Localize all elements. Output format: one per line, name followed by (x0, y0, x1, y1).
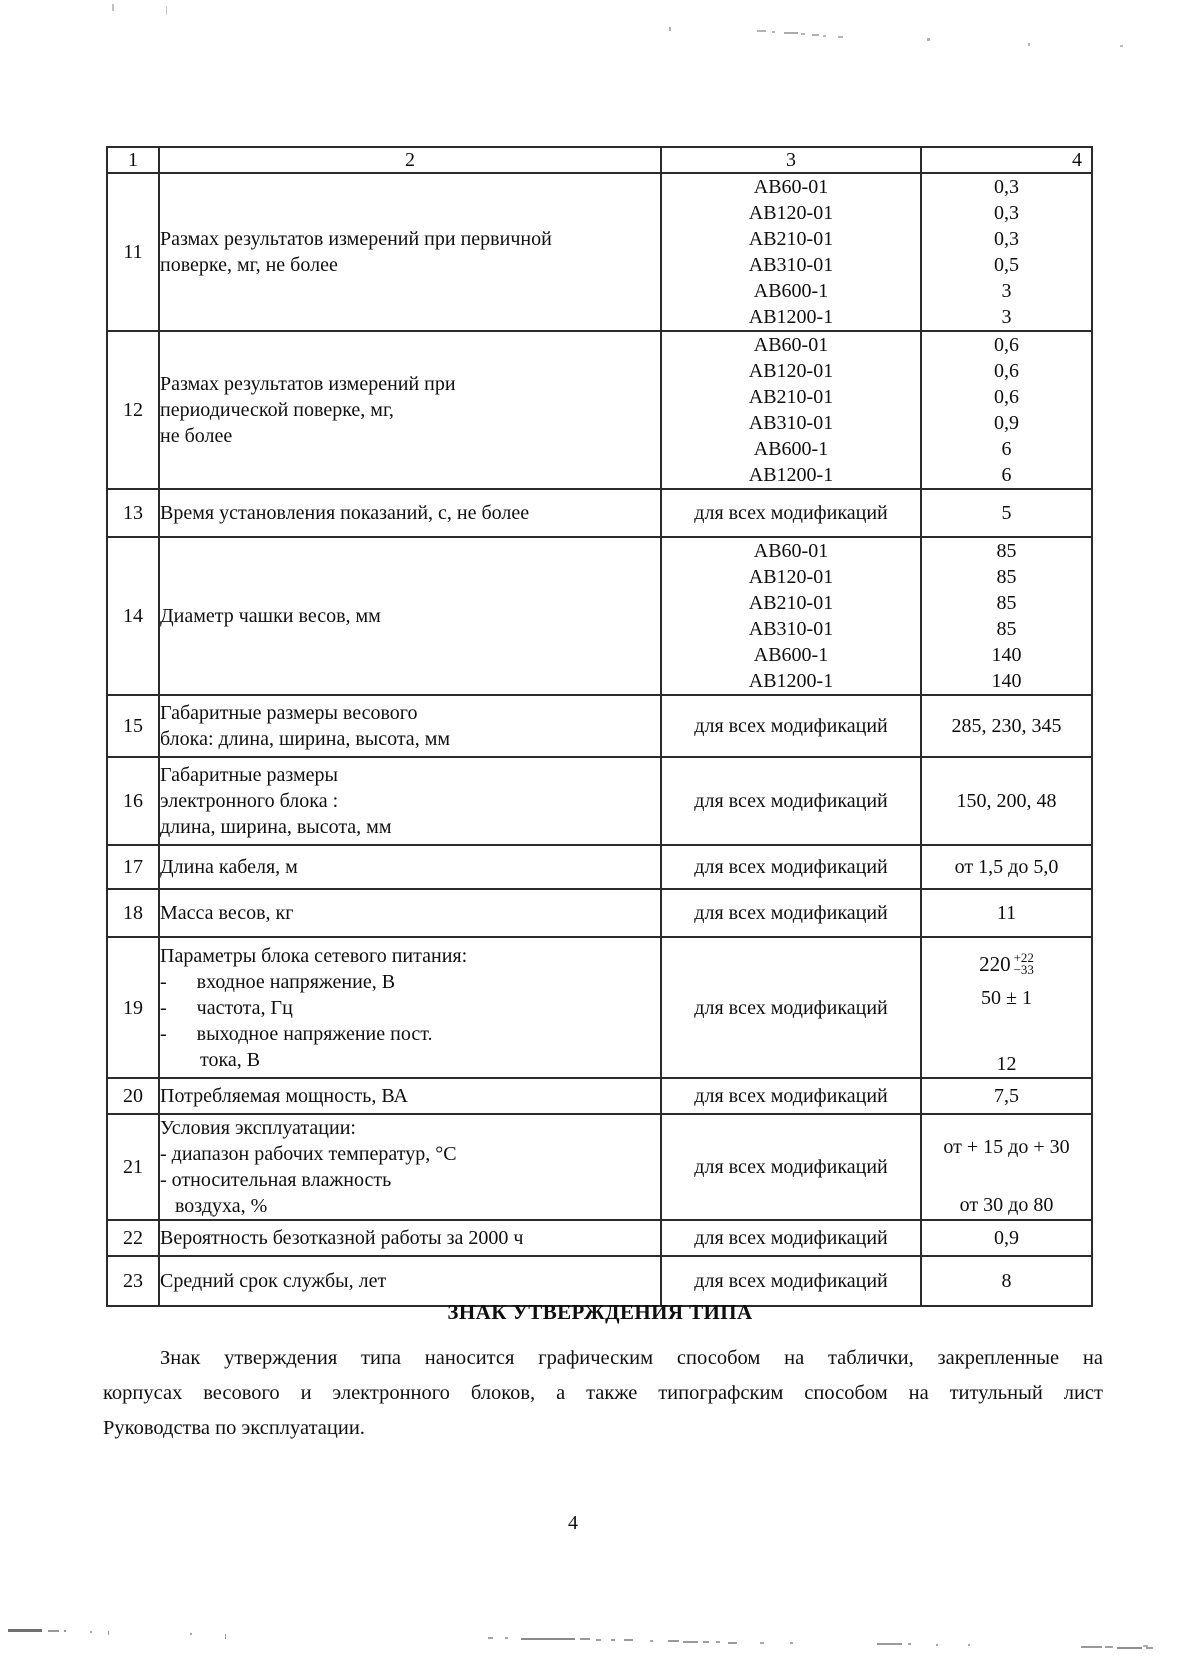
row-number-cell: 16 (107, 757, 159, 845)
modification-cell: для всех модификаций (661, 489, 921, 537)
parameter-line: воздуха, % (160, 1195, 268, 1217)
modification-name: АВ310-01 (748, 254, 834, 276)
value-cell: 11 (921, 889, 1092, 937)
parameter-line: поверке, мг, не более (160, 254, 338, 276)
parameter-line: - частота, Гц (160, 996, 293, 1019)
value-line: 3 (1001, 306, 1012, 328)
table-row (107, 331, 1092, 489)
scan-artifact (838, 36, 843, 38)
parameter-line: - выходное напряжение пост. (160, 1022, 433, 1045)
value-line: 0,5 (994, 254, 1019, 276)
scan-artifact (1081, 1646, 1102, 1648)
parameter-cell (159, 1114, 661, 1220)
scan-artifact (64, 1630, 66, 1632)
scan-artifact (703, 1641, 709, 1643)
parameter-line: не более (160, 425, 233, 447)
modification-name: АВ210-01 (748, 386, 834, 408)
table-row (107, 537, 1092, 695)
parameter-line: Габаритные размеры (160, 764, 338, 786)
modification-name: АВ600-1 (753, 280, 829, 302)
modification-cell: для всех модификаций (661, 937, 921, 1078)
modification-cell: для всех модификаций (661, 695, 921, 757)
scan-artifact (669, 27, 671, 31)
scan-artifact (757, 30, 766, 32)
value-cell (921, 173, 1092, 331)
parameter-line: Условия эксплуатации: (160, 1117, 356, 1139)
parameter-cell (159, 695, 661, 757)
parameter-line: Вероятность безотказной работы за 2000 ч (160, 1227, 524, 1249)
parameter-line: - входное напряжение, В (160, 970, 396, 993)
voltage-tolerance-plus: +22 (1013, 950, 1034, 965)
parameter-line: Размах результатов измерений при первичной (160, 228, 552, 250)
scan-artifact (784, 32, 798, 34)
value-line: 0,3 (994, 176, 1019, 198)
section-title: ЗНАК УТВЕРЖДЕНИЯ ТИПА (447, 1300, 753, 1324)
row-number-cell: 17 (107, 845, 159, 889)
scan-artifact (488, 1637, 493, 1639)
paragraph-line: Руководства по эксплуатации. (103, 1417, 365, 1439)
modification-name: АВ1200-1 (748, 464, 834, 486)
row-number-cell: 19 (107, 937, 159, 1078)
scan-artifact (611, 1639, 615, 1641)
scan-artifact (190, 1633, 192, 1635)
value-cell (921, 331, 1092, 489)
modification-name: АВ210-01 (748, 592, 834, 614)
parameter-cell (159, 331, 661, 489)
parameter-line: электронного блока : (160, 790, 339, 812)
value-cell: 285, 230, 345 (921, 695, 1092, 757)
value-line: 140 (991, 644, 1022, 666)
header-cell: 1 (107, 147, 159, 173)
modification-cell (661, 173, 921, 331)
modification-name: АВ210-01 (748, 228, 834, 250)
page-number: 4 (568, 1512, 578, 1534)
modification-cell: для всех модификаций (661, 1078, 921, 1114)
scan-artifact (927, 38, 930, 41)
value-line: 6 (1001, 438, 1012, 460)
parameter-cell (159, 845, 661, 889)
value-line: 3 (1001, 280, 1012, 302)
scan-artifact (650, 1640, 653, 1642)
scan-artifact (968, 1644, 970, 1646)
scan-artifact (90, 1631, 92, 1633)
modification-cell: для всех модификаций (661, 1220, 921, 1256)
modification-cell: для всех модификаций (661, 889, 921, 937)
scan-artifact (1105, 1646, 1113, 1648)
value-cell: 7,5 (921, 1078, 1092, 1114)
scan-artifact (790, 1642, 793, 1644)
value-line: 6 (1001, 464, 1012, 486)
frequency-value: 50 ± 1 (981, 987, 1032, 1009)
value-cell: 0,9 (921, 1220, 1092, 1256)
table-row (107, 1220, 1092, 1256)
parameter-line: тока, В (160, 1048, 261, 1071)
paragraph-line: Знак утверждения типа наносится графическим способом на таблички, закрепленные на (160, 1347, 1103, 1369)
table-row (107, 845, 1092, 889)
row-number-cell: 14 (107, 537, 159, 695)
parameter-line: длина, ширина, высота, мм (160, 816, 392, 838)
parameter-cell (159, 937, 661, 1078)
scan-artifact (521, 1638, 575, 1640)
scan-artifact (8, 1629, 42, 1632)
table-header-row (107, 147, 1092, 173)
scan-artifact (823, 35, 826, 37)
scan-artifact (908, 1643, 911, 1645)
header-cell: 2 (159, 147, 661, 173)
voltage-tolerance-minus: −33 (1013, 962, 1034, 977)
modification-name: АВ120-01 (748, 360, 834, 382)
modification-cell (661, 537, 921, 695)
row-number-cell: 20 (107, 1078, 159, 1114)
voltage-base: 220 (979, 952, 1011, 976)
modification-name: АВ600-1 (753, 438, 829, 460)
row-number-cell: 23 (107, 1256, 159, 1306)
scan-artifact (716, 1641, 720, 1643)
table-row (107, 757, 1092, 845)
row-number-cell: 12 (107, 331, 159, 489)
value-cell: 150, 200, 48 (921, 757, 1092, 845)
header-cell: 3 (661, 147, 921, 173)
paragraph-line: корпусах весового и электронного блоков, а также типографским способом на титульный лист (103, 1382, 1103, 1404)
scan-artifact (812, 34, 819, 36)
specifications-table (106, 146, 1093, 1307)
parameter-line: Параметры блока сетевого питания: (160, 944, 468, 967)
scan-artifact (1117, 1647, 1142, 1649)
modification-cell: для всех модификаций (661, 1256, 921, 1306)
parameter-line: блока: длина, ширина, высота, мм (160, 728, 450, 750)
value-line: 85 (996, 566, 1017, 588)
parameter-line: Диаметр чашки весов, мм (160, 605, 381, 627)
parameter-cell (159, 1256, 661, 1306)
value-line: 85 (996, 592, 1017, 614)
parameter-cell (159, 889, 661, 937)
value-line: 85 (996, 540, 1017, 562)
value-line: 85 (996, 618, 1017, 640)
humidity-range-value: от 30 до 80 (959, 1194, 1054, 1216)
value-line: 0,6 (994, 334, 1019, 356)
value-cell (921, 1114, 1092, 1220)
row-number-cell: 21 (107, 1114, 159, 1220)
value-line: 0,3 (994, 202, 1019, 224)
modification-cell (661, 331, 921, 489)
parameter-line: Средний срок службы, лет (160, 1270, 387, 1292)
body-paragraph (103, 1341, 1103, 1446)
parameter-line: Время установления показаний, с, не более (160, 502, 530, 524)
value-line: 0,6 (994, 386, 1019, 408)
row-number-cell: 18 (107, 889, 159, 937)
value-line: 0,6 (994, 360, 1019, 382)
table-row (107, 173, 1092, 331)
scan-artifact (772, 31, 775, 33)
modification-name: АВ1200-1 (748, 306, 834, 328)
temperature-range-value: от + 15 до + 30 (943, 1136, 1070, 1158)
scan-artifact (877, 1643, 902, 1645)
voltage-tolerance (1014, 952, 1034, 976)
modification-name: АВ310-01 (748, 618, 834, 640)
modification-name: АВ60-01 (753, 176, 829, 198)
value-cell: 8 (921, 1256, 1092, 1306)
scan-artifact (1146, 1647, 1153, 1649)
modification-cell: для всех модификаций (661, 845, 921, 889)
row-number-cell: 13 (107, 489, 159, 537)
scan-artifact (624, 1639, 633, 1641)
modification-name: АВ1200-1 (748, 670, 834, 692)
value-cell: от 1,5 до 5,0 (921, 845, 1092, 889)
row-number-cell: 15 (107, 695, 159, 757)
scan-artifact (580, 1638, 590, 1640)
parameter-line: Потребляемая мощность, ВА (160, 1085, 408, 1107)
parameter-line: Габаритные размеры весового (160, 702, 418, 724)
parameter-line: - диапазон рабочих температур, °С (160, 1143, 457, 1165)
scan-artifact (801, 33, 805, 35)
value-line: 0,3 (994, 228, 1019, 250)
value-line: 0,9 (994, 412, 1019, 434)
parameter-line: периодической поверке, мг, (160, 399, 394, 421)
value-line: 140 (991, 670, 1022, 692)
parameter-cell (159, 489, 661, 537)
parameter-line: Масса весов, кг (160, 902, 294, 924)
parameter-line: Длина кабеля, м (160, 856, 298, 878)
scan-artifact (760, 1642, 764, 1644)
header-cell: 4 (921, 147, 1092, 173)
scan-artifact (728, 1642, 737, 1644)
scan-artifact (112, 4, 114, 11)
modification-name: АВ120-01 (748, 202, 834, 224)
table-row (107, 889, 1092, 937)
scan-artifact (505, 1637, 508, 1639)
modification-cell: для всех модификаций (661, 1114, 921, 1220)
value-cell (921, 537, 1092, 695)
parameter-line: Размах результатов измерений при (160, 373, 456, 395)
table-row (107, 489, 1092, 537)
parameter-cell (159, 537, 661, 695)
parameter-line: - относительная влажность (160, 1169, 392, 1191)
modification-name: АВ60-01 (753, 540, 829, 562)
modification-cell: для всех модификаций (661, 757, 921, 845)
value-cell: 5 (921, 489, 1092, 537)
row-number-cell: 22 (107, 1220, 159, 1256)
output-voltage-value: 12 (996, 1053, 1017, 1075)
modification-name: АВ310-01 (748, 412, 834, 434)
table-row (107, 937, 1092, 1078)
parameter-cell (159, 1078, 661, 1114)
voltage-value (922, 952, 1091, 976)
parameter-cell (159, 757, 661, 845)
scan-artifact (1120, 45, 1123, 47)
table-row (107, 1256, 1092, 1306)
table-row (107, 1114, 1092, 1220)
scan-artifact (225, 1634, 226, 1639)
scan-artifact (1028, 43, 1030, 46)
table-row (107, 695, 1092, 757)
modification-name: АВ60-01 (753, 334, 829, 356)
row-number-cell: 11 (107, 173, 159, 331)
table-row (107, 1078, 1092, 1114)
parameter-cell (159, 1220, 661, 1256)
scan-artifact (668, 1640, 679, 1642)
scan-artifact (108, 1631, 109, 1635)
scan-artifact (166, 6, 167, 15)
scan-artifact (596, 1639, 601, 1641)
modification-name: АВ120-01 (748, 566, 834, 588)
scan-artifact (48, 1630, 59, 1632)
value-cell (921, 937, 1092, 1078)
scan-artifact (936, 1644, 938, 1646)
modification-name: АВ600-1 (753, 644, 829, 666)
parameter-cell (159, 173, 661, 331)
scan-artifact (683, 1641, 698, 1643)
